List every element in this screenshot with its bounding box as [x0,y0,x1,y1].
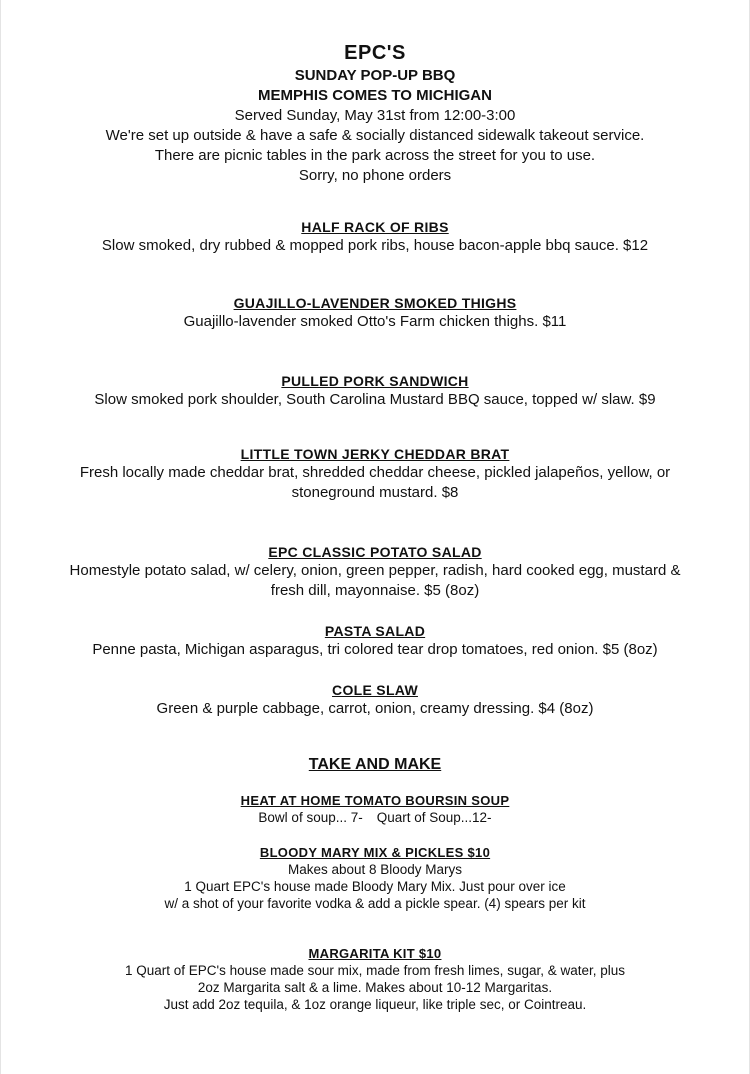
menu-item-potato-salad [0,543,750,601]
kit-margarita [0,945,750,1013]
menu-item-brat [0,445,750,503]
kit-description: 1 Quart EPC's house made Bloody Mary Mix. Just pour over ice [184,879,566,894]
menu-item-title: LITTLE TOWN JERKY CHEDDAR BRAT [240,446,510,462]
kit-title: MARGARITA KIT $10 [308,946,442,961]
kit-description [0,809,750,826]
take-and-make-heading [0,754,750,776]
menu-item-description: Fresh locally made cheddar brat, shredded cheddar cheese, pickled jalapeños, yellow, or [79,464,671,481]
kit-soup [0,792,750,826]
menu-item-cole-slaw [0,681,750,719]
kit-description: Just add 2oz tequila, & 1oz orange liqueur, like triple sec, or Cointreau. [163,997,587,1012]
menu-item-title: COLE SLAW [332,682,418,698]
menu-item-title: HALF RACK OF RIBS [301,219,449,235]
menu-item-description: fresh dill, mayonnaise. $5 (8oz) [270,582,480,599]
soup-quart-price: Quart of Soup...12- [376,810,492,825]
brand-name: EPC'S [344,42,406,64]
menu-item-ribs [0,218,750,256]
section-title: TAKE AND MAKE [308,756,442,773]
kit-description: Makes about 8 Bloody Marys [287,862,463,877]
kit-description: 2oz Margarita salt & a lime. Makes about 10-12 Margaritas. [197,980,553,995]
soup-bowl-price: Bowl of soup... 7- [258,810,363,825]
menu-item-description: Homestyle potato salad, w/ celery, onion, green pepper, radish, hard cooked egg, mustard & [69,562,681,579]
kit-title: BLOODY MARY MIX & PICKLES $10 [259,845,491,860]
menu-item-pasta-salad [0,622,750,660]
kit-description: 1 Quart of EPC's house made sour mix, made from fresh limes, sugar, & water, plus [124,963,626,978]
menu-item-description: Slow smoked pork shoulder, South Carolina Mustard BBQ sauce, topped w/ slaw. $9 [94,391,656,408]
menu-item-title: PULLED PORK SANDWICH [281,373,469,389]
menu-item-description: Green & purple cabbage, carrot, onion, creamy dressing. $4 (8oz) [156,700,594,717]
menu-item-description: Slow smoked, dry rubbed & mopped pork ribs, house bacon-apple bbq sauce. $12 [101,237,649,254]
menu-item-title: PASTA SALAD [324,623,426,639]
menu-item-pulled-pork [0,372,750,410]
kit-title: HEAT AT HOME TOMATO BOURSIN SOUP [240,793,510,808]
event-title: SUNDAY POP-UP BBQ [294,67,456,84]
kit-bloody-mary [0,844,750,912]
tables-note: There are picnic tables in the park across the street for you to use. [154,147,596,164]
menu-item-thighs [0,294,750,332]
phone-note: Sorry, no phone orders [298,167,452,184]
served-time: Served Sunday, May 31st from 12:00-3:00 [234,107,516,124]
kit-description: w/ a shot of your favorite vodka & add a pickle spear. (4) spears per kit [164,896,586,911]
menu-header [0,40,750,186]
menu-item-title: GUAJILLO-LAVENDER SMOKED THIGHS [233,295,517,311]
menu-item-description: stoneground mustard. $8 [291,484,459,501]
menu-item-description: Guajillo-lavender smoked Otto's Farm chicken thighs. $11 [183,313,567,330]
menu-item-description: Penne pasta, Michigan asparagus, tri colored tear drop tomatoes, red onion. $5 (8oz) [92,641,658,658]
event-tagline: MEMPHIS COMES TO MICHIGAN [258,87,492,104]
setup-note: We're set up outside & have a safe & socially distanced sidewalk takeout service. [105,127,645,144]
menu-item-title: EPC CLASSIC POTATO SALAD [268,544,482,560]
